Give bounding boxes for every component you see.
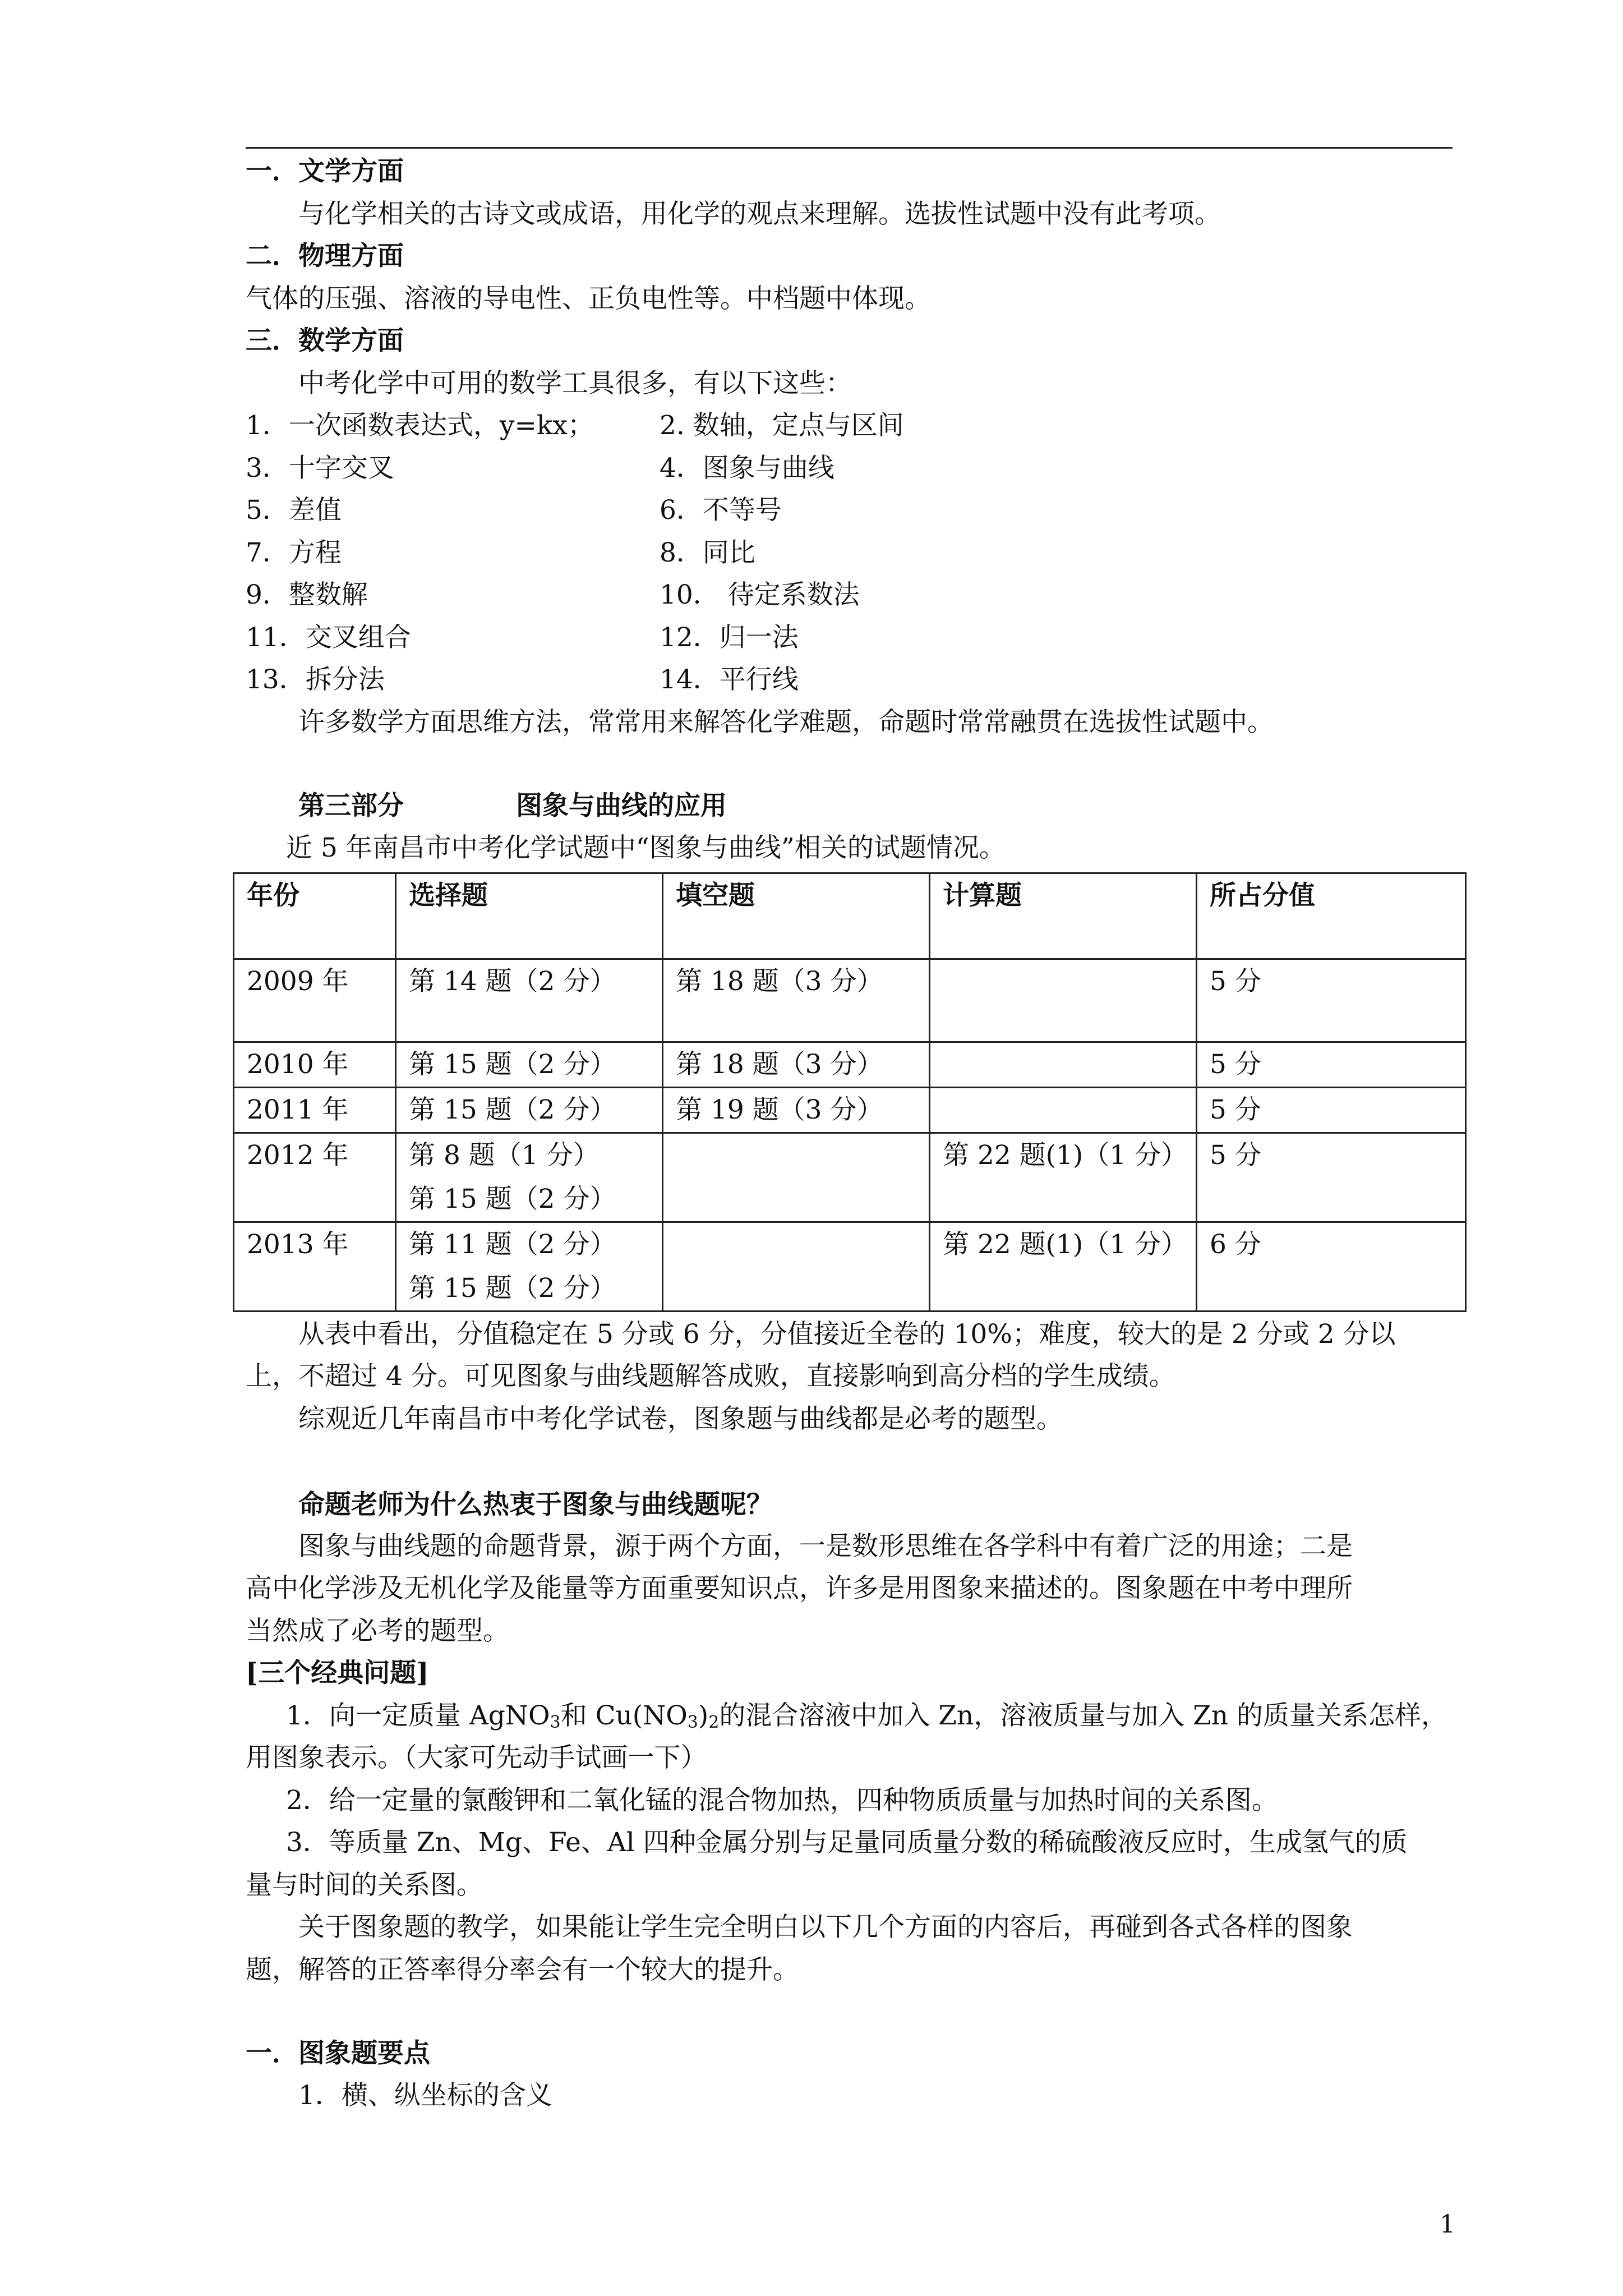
score-cell: 6 分	[1197, 1222, 1466, 1312]
part-title: 图象与曲线的应用	[516, 790, 727, 821]
fill-cell	[663, 1222, 930, 1312]
paragraph: 从表中看出，分值稳定在 5 分或 6 分，分值接近全卷的 10%；难度，较大的是 2 分或 2 分以	[298, 1319, 1396, 1350]
choice-line: 第 11 题（2 分）	[409, 1229, 616, 1260]
header-cell: 年份	[234, 873, 396, 959]
question-heading: 命题老师为什么热衷于图象与曲线题呢？	[298, 1489, 773, 1520]
tool-item: 12．归一法	[660, 622, 799, 653]
choice-line: 第 8 题（1 分）	[409, 1140, 600, 1171]
choice-line: 第 15 题（2 分）	[409, 1273, 616, 1304]
year-cell: 2009 年	[234, 959, 396, 1042]
calc-cell	[930, 1042, 1197, 1088]
question-1-cont: 用图象表示。（大家可先动手试画一下）	[246, 1742, 707, 1773]
paragraph: 上，不超过 4 分。可见图象与曲线题解答成败，直接影响到高分档的学生成绩。	[246, 1361, 1175, 1392]
tool-item: 4．图象与曲线	[660, 453, 834, 484]
calc-cell: 第 22 题(1)（1 分）	[930, 1133, 1197, 1222]
calc-cell	[930, 959, 1197, 1042]
question-1	[286, 1699, 1447, 1733]
score-cell: 5 分	[1197, 1088, 1466, 1133]
tool-item: 5．差值	[246, 495, 342, 526]
fill-cell: 第 18 题（3 分）	[663, 1042, 930, 1088]
tool-item: 3．十字交叉	[246, 453, 394, 484]
tool-item: 13．拆分法	[246, 664, 385, 695]
score-cell: 5 分	[1197, 959, 1466, 1042]
score-cell: 5 分	[1197, 1042, 1466, 1088]
tool-item: 9．整数解	[246, 579, 368, 610]
q1-text: 1．向一定质量 AgNO	[286, 1700, 550, 1731]
table-row	[234, 1088, 1466, 1133]
page-number: 1	[1440, 2210, 1455, 2239]
tool-item: 6．不等号	[660, 495, 782, 526]
choice-cell: 第 15 题（2 分）	[396, 1042, 663, 1088]
tool-item: 10． 待定系数法	[660, 579, 860, 610]
tool-item: 11．交叉组合	[246, 622, 411, 653]
table-row	[234, 1222, 1466, 1312]
fill-cell: 第 19 题（3 分）	[663, 1088, 930, 1133]
classic-heading: [三个经典问题]	[246, 1658, 429, 1688]
tool-item: 8．同比	[660, 537, 755, 568]
section-heading: 三．数学方面	[246, 325, 404, 356]
paragraph: 中考化学中可用的数学工具很多，有以下这些：	[298, 368, 852, 399]
paragraph: 综观近几年南昌市中考化学试卷，图象题与曲线都是必考的题型。	[298, 1404, 1063, 1434]
paragraph: 图象与曲线题的命题背景，源于两个方面，一是数形思维在各学科中有着广泛的用途；二是	[298, 1531, 1353, 1562]
table-intro: 近 5 年南昌市中考化学试题中“图象与曲线”相关的试题情况。	[286, 832, 1006, 863]
question-3: 3．等质量 Zn、Mg、Fe、Al 四种金属分别与足量同质量分数的稀硫酸液反应时，生成氢气的质	[286, 1827, 1408, 1858]
q1-text: )	[698, 1700, 709, 1731]
subscript: 3	[550, 1713, 561, 1732]
choice-cell	[396, 1133, 663, 1222]
tool-item: 1．一次函数表达式，y=kx；	[246, 410, 594, 441]
paragraph: 许多数学方面思维方法，常常用来解答化学难题，命题时常常融贯在选拔性试题中。	[298, 707, 1274, 738]
fill-cell: 第 18 题（3 分）	[663, 959, 930, 1042]
table-row	[234, 1133, 1466, 1222]
section-heading: 一．文学方面	[246, 156, 404, 187]
list-item: 1．横、纵坐标的含义	[298, 2080, 552, 2111]
exam-table	[233, 872, 1467, 1312]
q1-text: 和 Cu(NO	[560, 1700, 688, 1731]
header-cell: 所占分值	[1197, 873, 1466, 959]
tool-item: 7．方程	[246, 537, 342, 568]
header-rule	[246, 147, 1453, 149]
calc-cell	[930, 1088, 1197, 1133]
question-2: 2．给一定量的氯酸钾和二氧化锰的混合物加热，四种物质质量与加热时间的关系图。	[286, 1785, 1278, 1816]
part-label: 第三部分	[298, 790, 404, 821]
year-cell: 2011 年	[234, 1088, 396, 1133]
section-heading: 一．图象题要点	[246, 2038, 430, 2069]
choice-line: 第 15 题（2 分）	[409, 1184, 616, 1214]
year-cell: 2012 年	[234, 1133, 396, 1222]
paragraph: 题，解答的正答率得分率会有一个较大的提升。	[246, 1954, 799, 1985]
q1-text: 的混合溶液中加入 Zn，溶液质量与加入 Zn 的质量关系怎样，	[719, 1700, 1447, 1731]
choice-cell: 第 15 题（2 分）	[396, 1088, 663, 1133]
section-heading: 二．物理方面	[246, 241, 404, 272]
header-cell: 填空题	[663, 873, 930, 959]
fill-cell	[663, 1133, 930, 1222]
paragraph: 气体的压强、溶液的导电性、正负电性等。中档题中体现。	[246, 283, 931, 314]
choice-cell	[396, 1222, 663, 1312]
table-header-row	[234, 873, 1466, 959]
subscript: 3	[687, 1713, 698, 1732]
header-cell: 选择题	[396, 873, 663, 959]
paragraph: 高中化学涉及无机化学及能量等方面重要知识点，许多是用图象来描述的。图象题在中考中理所	[246, 1573, 1353, 1604]
calc-cell: 第 22 题(1)（1 分）	[930, 1222, 1197, 1312]
table-row	[234, 959, 1466, 1042]
year-cell: 2010 年	[234, 1042, 396, 1088]
paragraph: 与化学相关的古诗文或成语，用化学的观点来理解。选拔性试题中没有此考项。	[298, 199, 1221, 229]
choice-cell: 第 14 题（2 分）	[396, 959, 663, 1042]
subscript: 2	[708, 1713, 720, 1732]
question-3-cont: 量与时间的关系图。	[246, 1870, 483, 1901]
header-cell: 计算题	[930, 873, 1197, 959]
tool-item: 2. 数轴，定点与区间	[660, 410, 904, 441]
score-cell: 5 分	[1197, 1133, 1466, 1222]
paragraph: 关于图象题的教学，如果能让学生完全明白以下几个方面的内容后，再碰到各式各样的图象	[298, 1912, 1353, 1943]
paragraph: 当然成了必考的题型。	[246, 1616, 509, 1646]
year-cell: 2013 年	[234, 1222, 396, 1312]
tool-item: 14．平行线	[660, 664, 799, 695]
table-row	[234, 1042, 1466, 1088]
